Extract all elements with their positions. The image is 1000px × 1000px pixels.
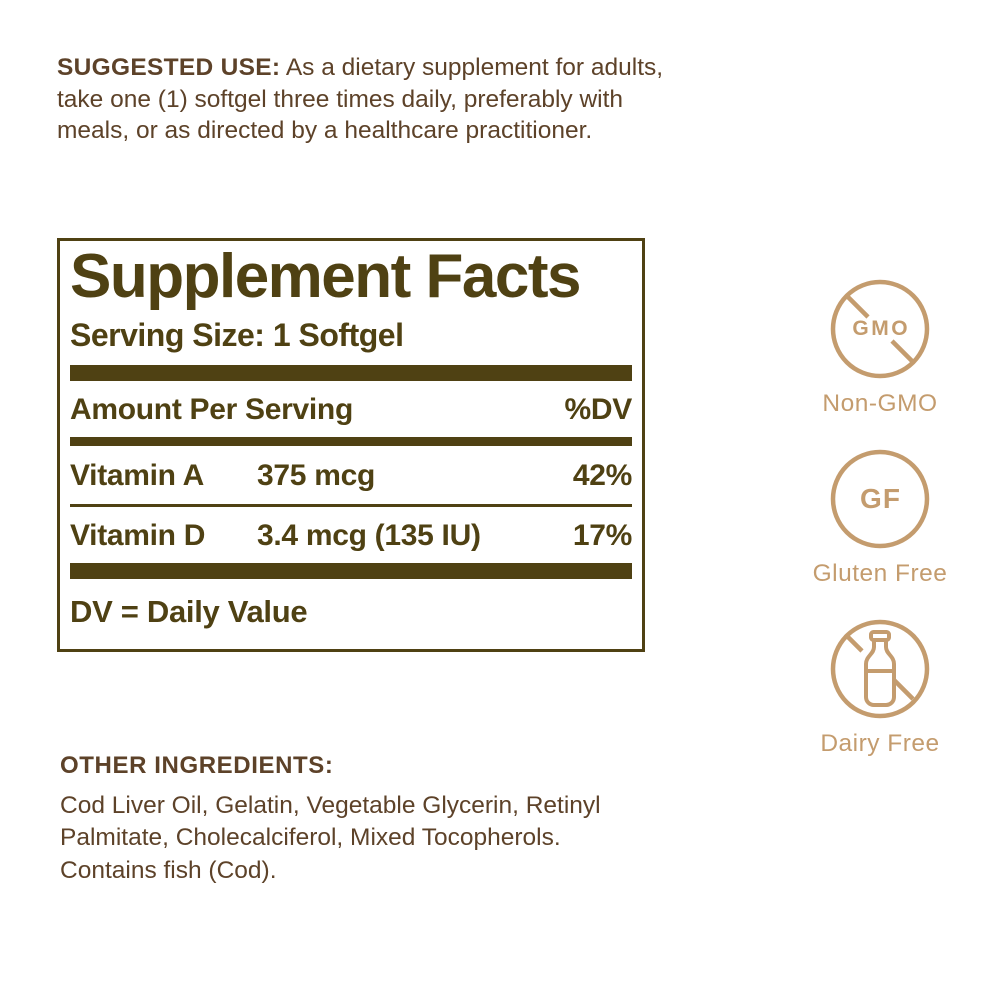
daily-value-footnote: DV = Daily Value — [70, 593, 308, 629]
other-ingredients-text: Cod Liver Oil, Gelatin, Vegetable Glycerin, Retinyl — [60, 791, 601, 819]
divider-rule-thin — [70, 504, 632, 507]
nutrient-amount: 3.4 mcg (135 IU) — [257, 518, 481, 552]
badge-icon-text: GF — [860, 483, 901, 514]
divider-bar-thick — [70, 365, 632, 381]
divider-bar-medium — [70, 437, 632, 446]
column-header-amount: Amount Per Serving — [70, 393, 353, 426]
suggested-use-line: take one (1) softgel three times daily, preferably with — [57, 85, 624, 113]
other-ingredients-heading: OTHER INGREDIENTS: — [60, 752, 334, 779]
nutrient-name: Vitamin D — [70, 518, 206, 552]
column-header-row — [70, 393, 632, 427]
nutrient-dv: 42% — [572, 459, 632, 492]
serving-size: Serving Size: 1 Softgel — [70, 317, 404, 353]
badge-label: Dairy Free — [820, 730, 940, 757]
suggested-use-text: As a dietary supplement for adults, — [280, 54, 664, 81]
other-ingredients-section — [60, 750, 760, 887]
badge-gluten-free — [813, 447, 948, 588]
suggested-use-heading: SUGGESTED USE: — [57, 54, 281, 81]
other-ingredients-text: Contains fish (Cod). — [60, 856, 277, 884]
suggested-use-line — [57, 52, 757, 84]
other-ingredients-text: Palmitate, Cholecalciferol, Mixed Tocopherols. — [60, 824, 561, 851]
gluten-free-icon — [828, 447, 932, 551]
suggested-use-line: meals, or as directed by a healthcare practitioner. — [57, 117, 593, 144]
badge-non-gmo — [822, 277, 937, 418]
badge-label: Non-GMO — [822, 390, 938, 417]
certification-badges — [812, 277, 948, 787]
supplement-facts-panel — [57, 238, 645, 652]
divider-bar-thick — [70, 563, 632, 579]
milk-bottle-icon — [866, 632, 894, 705]
badge-label: Gluten Free — [812, 560, 948, 587]
badge-dairy-free — [820, 617, 939, 758]
column-header-dv: %DV — [564, 393, 632, 426]
non-gmo-icon — [828, 277, 932, 381]
nutrient-row-vitamin-a — [70, 459, 632, 493]
nutrient-dv: 17% — [572, 518, 632, 552]
nutrient-row-vitamin-d — [70, 519, 632, 553]
nutrient-name: Vitamin A — [70, 459, 204, 492]
badge-icon-text: GMO — [852, 317, 911, 340]
nutrient-amount: 375 mcg — [257, 459, 375, 492]
supplement-facts-title: Supplement Facts — [70, 242, 580, 311]
suggested-use-section — [57, 52, 757, 147]
dairy-free-icon — [828, 617, 932, 721]
